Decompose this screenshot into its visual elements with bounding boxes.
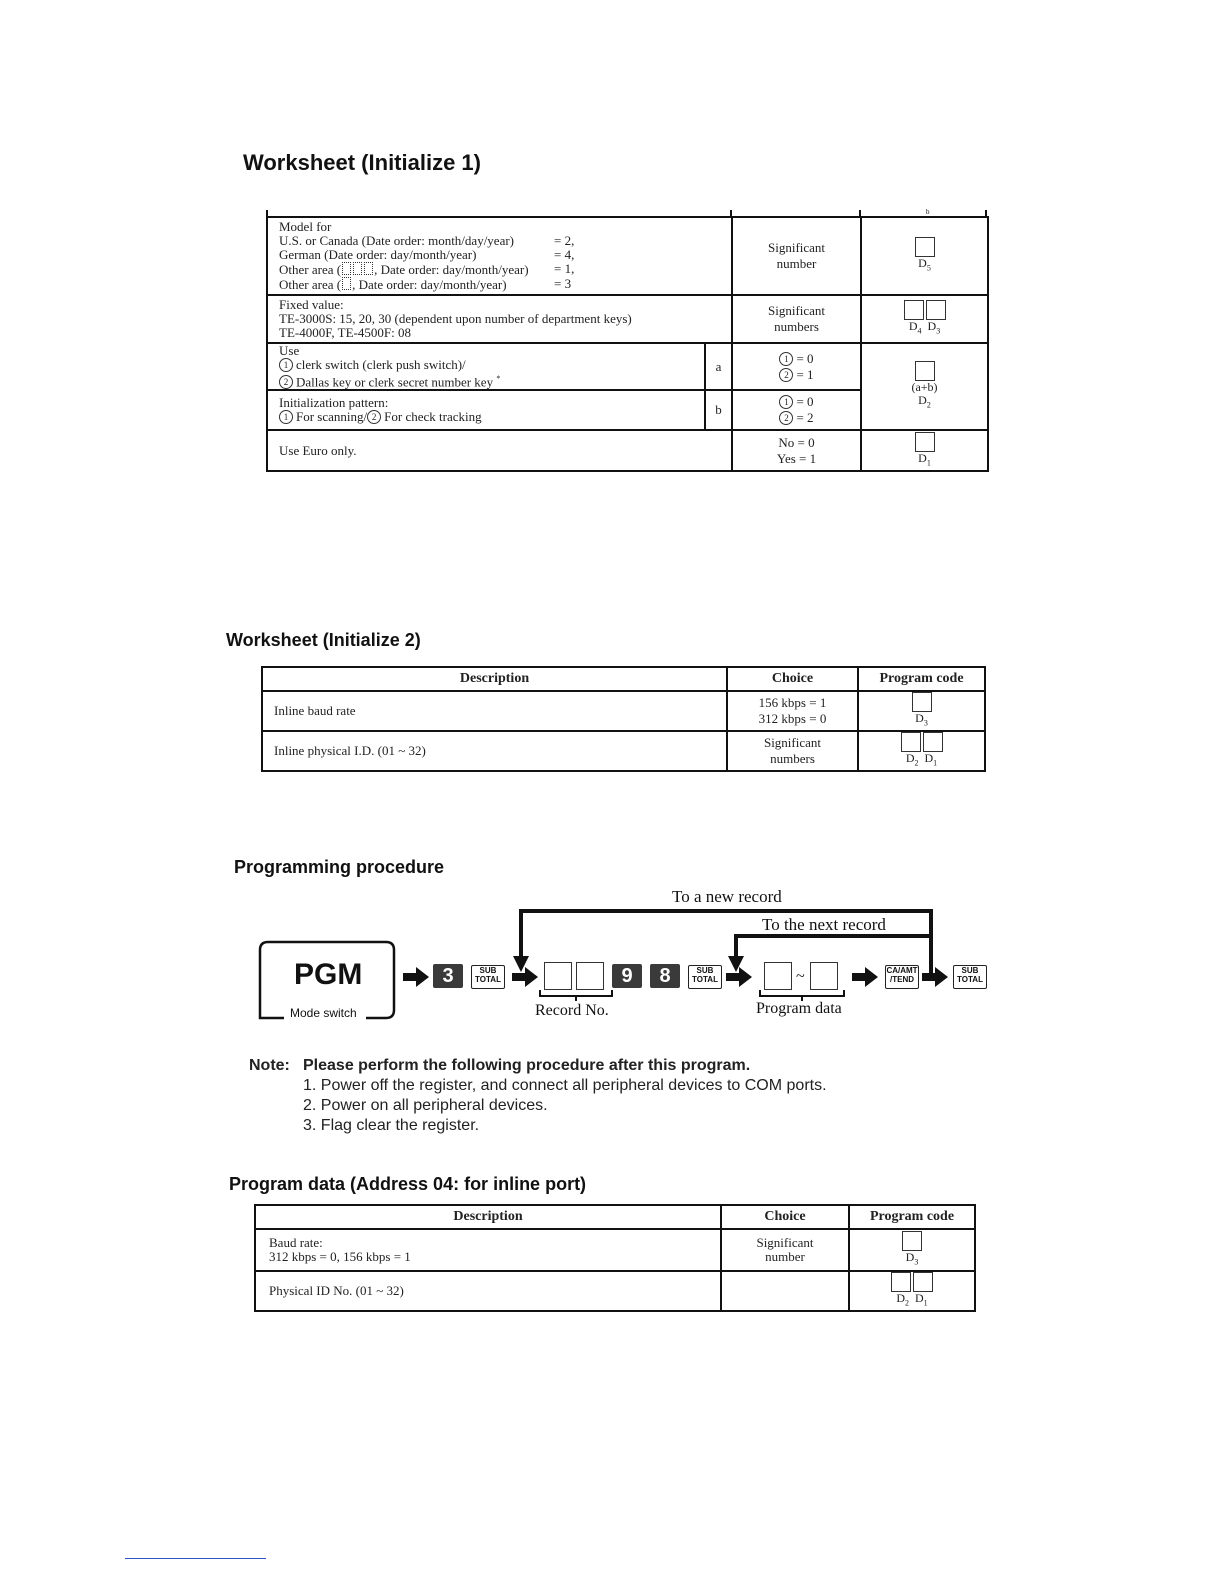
next-record-loop bbox=[736, 936, 931, 960]
ws2-baud-code: $D_3$ bbox=[858, 691, 985, 731]
ws2-header-program-code: Program code bbox=[858, 667, 985, 691]
right-arrow-icon bbox=[852, 967, 878, 987]
program-data-table bbox=[254, 1204, 976, 1312]
ws1-model-line: Model for bbox=[279, 219, 332, 234]
ws1-euro-desc: Use Euro only. bbox=[267, 430, 732, 471]
ca-amt-tend-key-button[interactable]: CA/AMT /TEND bbox=[885, 965, 919, 989]
to-next-record-label: To the next record bbox=[762, 915, 886, 934]
right-arrow-icon bbox=[512, 967, 538, 987]
ws1-use-desc: Use 1 clerk switch (clerk push switch)/ 2 Dallas key or clerk secret number key * bbox=[267, 343, 705, 390]
note-item: 1. Power off the register, and connect all peripheral devices to COM ports. bbox=[303, 1077, 827, 1094]
note-item: 3. Flag clear the register. bbox=[303, 1117, 480, 1134]
ws1-init-desc: Initialization pattern: 1 For scanning/ 2 For check tracking bbox=[267, 390, 705, 430]
ws2-id-code: $D_2$ $D_1$ bbox=[858, 731, 985, 771]
digit-box[interactable] bbox=[913, 1272, 933, 1292]
ws1-use-letter: a bbox=[705, 343, 732, 390]
seven-seg-icon bbox=[342, 277, 351, 290]
digit-box[interactable] bbox=[923, 732, 943, 752]
circle-2-icon: 2 bbox=[279, 375, 293, 389]
pd-header-choice: Choice bbox=[721, 1205, 849, 1229]
subtotal-key-button[interactable]: SUB TOTAL bbox=[471, 965, 505, 989]
record-no-label: Record No. bbox=[535, 1002, 609, 1019]
ws1-fixed-code: $D_4$ $D_3$ bbox=[861, 295, 988, 343]
tilde-label: ~ bbox=[796, 968, 805, 985]
ws1-model-desc bbox=[267, 217, 732, 295]
program-data-title: Program data (Address 04: for inline port) bbox=[229, 1174, 587, 1194]
key-8-button[interactable]: 8 bbox=[650, 964, 680, 988]
seven-seg-icon bbox=[364, 262, 373, 275]
digit-box[interactable] bbox=[912, 692, 932, 712]
ws2-header-choice: Choice bbox=[727, 667, 858, 691]
pd-row-baud bbox=[255, 1229, 975, 1271]
mode-switch-label: Mode switch bbox=[290, 1006, 357, 1020]
record-no-bracket bbox=[538, 988, 614, 1002]
digit-box[interactable] bbox=[926, 300, 946, 320]
ws1-use-choice: 1 = 0 2 = 1 bbox=[732, 343, 861, 390]
ws2-header-description: Description bbox=[262, 667, 727, 691]
ws1-model-line: U.S. or Canada (Date order: month/day/year) = 2, bbox=[279, 233, 575, 248]
pgm-label: PGM bbox=[294, 958, 363, 991]
ws1-row-fixed bbox=[267, 295, 988, 343]
ws1-model-line: Other area ( , Date order: day/month/year) = 3 bbox=[279, 276, 572, 292]
digit-box[interactable] bbox=[915, 361, 935, 381]
pd-baud-choice: Significant number bbox=[721, 1229, 849, 1271]
ws2-id-choice: Significant numbers bbox=[727, 731, 858, 771]
circle-1-icon: 1 bbox=[279, 358, 293, 372]
pd-baud-desc: Baud rate: 312 kbps = 0, 156 kbps = 1 bbox=[255, 1229, 721, 1271]
digit-box[interactable] bbox=[901, 732, 921, 752]
note-heading: Please perform the following procedure after this program. bbox=[303, 1057, 751, 1074]
ws2-row-id bbox=[262, 731, 985, 771]
ws1-init-letter: b bbox=[705, 390, 732, 430]
record-no-digit-box[interactable] bbox=[576, 962, 604, 990]
ws1-fixed-choice: Significant numbers bbox=[732, 295, 861, 343]
digit-box[interactable] bbox=[915, 432, 935, 452]
ws1-model-code: $D_5$ bbox=[861, 217, 988, 295]
note-item: 2. Power on all peripheral devices. bbox=[303, 1097, 548, 1114]
ws2-baud-choice: 156 kbps = 1 312 kbps = 0 bbox=[727, 691, 858, 731]
ws1-euro-choice: No = 0 Yes = 1 bbox=[732, 430, 861, 471]
key-3-button[interactable]: 3 bbox=[433, 964, 463, 988]
pd-baud-code: $D_3$ bbox=[849, 1229, 975, 1271]
ws1-row-euro bbox=[267, 430, 988, 471]
program-data-box[interactable] bbox=[764, 962, 792, 990]
ws1-model-choice: Significant number bbox=[732, 217, 861, 295]
ws1-model-line: Other area ( , Date order: day/month/year) = 1, bbox=[279, 261, 575, 277]
seven-seg-icon bbox=[342, 262, 351, 275]
procedure-title: Programming procedure bbox=[234, 857, 445, 877]
ws2-id-desc: Inline physical I.D. (01 ~ 32) bbox=[262, 731, 727, 771]
ws2-header-row bbox=[262, 667, 985, 691]
to-new-record-label: To a new record bbox=[672, 887, 782, 906]
ws2-row-baud bbox=[262, 691, 985, 731]
digit-box[interactable] bbox=[891, 1272, 911, 1292]
footnote-rule bbox=[125, 1558, 266, 1559]
digit-box[interactable] bbox=[904, 300, 924, 320]
ws1-row-model bbox=[267, 217, 988, 295]
ws1-fixed-desc: Fixed value: TE-3000S: 15, 20, 30 (dependent upon number of department keys) TE-4000F, TE-4500F: 08 bbox=[267, 295, 732, 343]
worksheet2-title: Worksheet (Initialize 2) bbox=[226, 630, 421, 650]
ws1-ab-code: (a+b) $D_2$ bbox=[861, 343, 988, 430]
ws2-baud-desc: Inline baud rate bbox=[262, 691, 727, 731]
worksheet2-table bbox=[261, 666, 986, 772]
pd-header-program-code: Program code bbox=[849, 1205, 975, 1229]
program-data-label: Program data bbox=[756, 1000, 842, 1017]
worksheet1-table bbox=[266, 216, 989, 472]
digit-box[interactable] bbox=[902, 1231, 922, 1251]
right-arrow-icon bbox=[726, 967, 752, 987]
subtotal-key-button[interactable]: SUB TOTAL bbox=[688, 965, 722, 989]
key-9-button[interactable]: 9 bbox=[612, 964, 642, 988]
note-label: Note: bbox=[249, 1057, 290, 1074]
pd-header-row bbox=[255, 1205, 975, 1229]
program-data-box[interactable] bbox=[810, 962, 838, 990]
digit-box[interactable] bbox=[915, 237, 935, 257]
ws1-row-use bbox=[267, 343, 988, 390]
worksheet1-header-mark: b bbox=[926, 208, 930, 216]
right-arrow-icon bbox=[403, 967, 429, 987]
subtotal-key-button[interactable]: SUB TOTAL bbox=[953, 965, 987, 989]
ws1-model-line: German (Date order: day/month/year) = 4, bbox=[279, 247, 575, 262]
pd-id-desc: Physical ID No. (01 ~ 32) bbox=[255, 1271, 721, 1311]
pd-id-code: $D_2$ $D_1$ bbox=[849, 1271, 975, 1311]
worksheet1-title: Worksheet (Initialize 1) bbox=[243, 150, 481, 175]
seven-seg-icon bbox=[353, 262, 362, 275]
ws1-init-choice: 1 = 0 2 = 2 bbox=[732, 390, 861, 430]
ws1-euro-code: $D_1$ bbox=[861, 430, 988, 471]
record-no-digit-box[interactable] bbox=[544, 962, 572, 990]
pd-header-description: Description bbox=[255, 1205, 721, 1229]
pd-id-choice bbox=[721, 1271, 849, 1311]
right-arrow-icon bbox=[922, 967, 948, 987]
pd-row-id bbox=[255, 1271, 975, 1311]
